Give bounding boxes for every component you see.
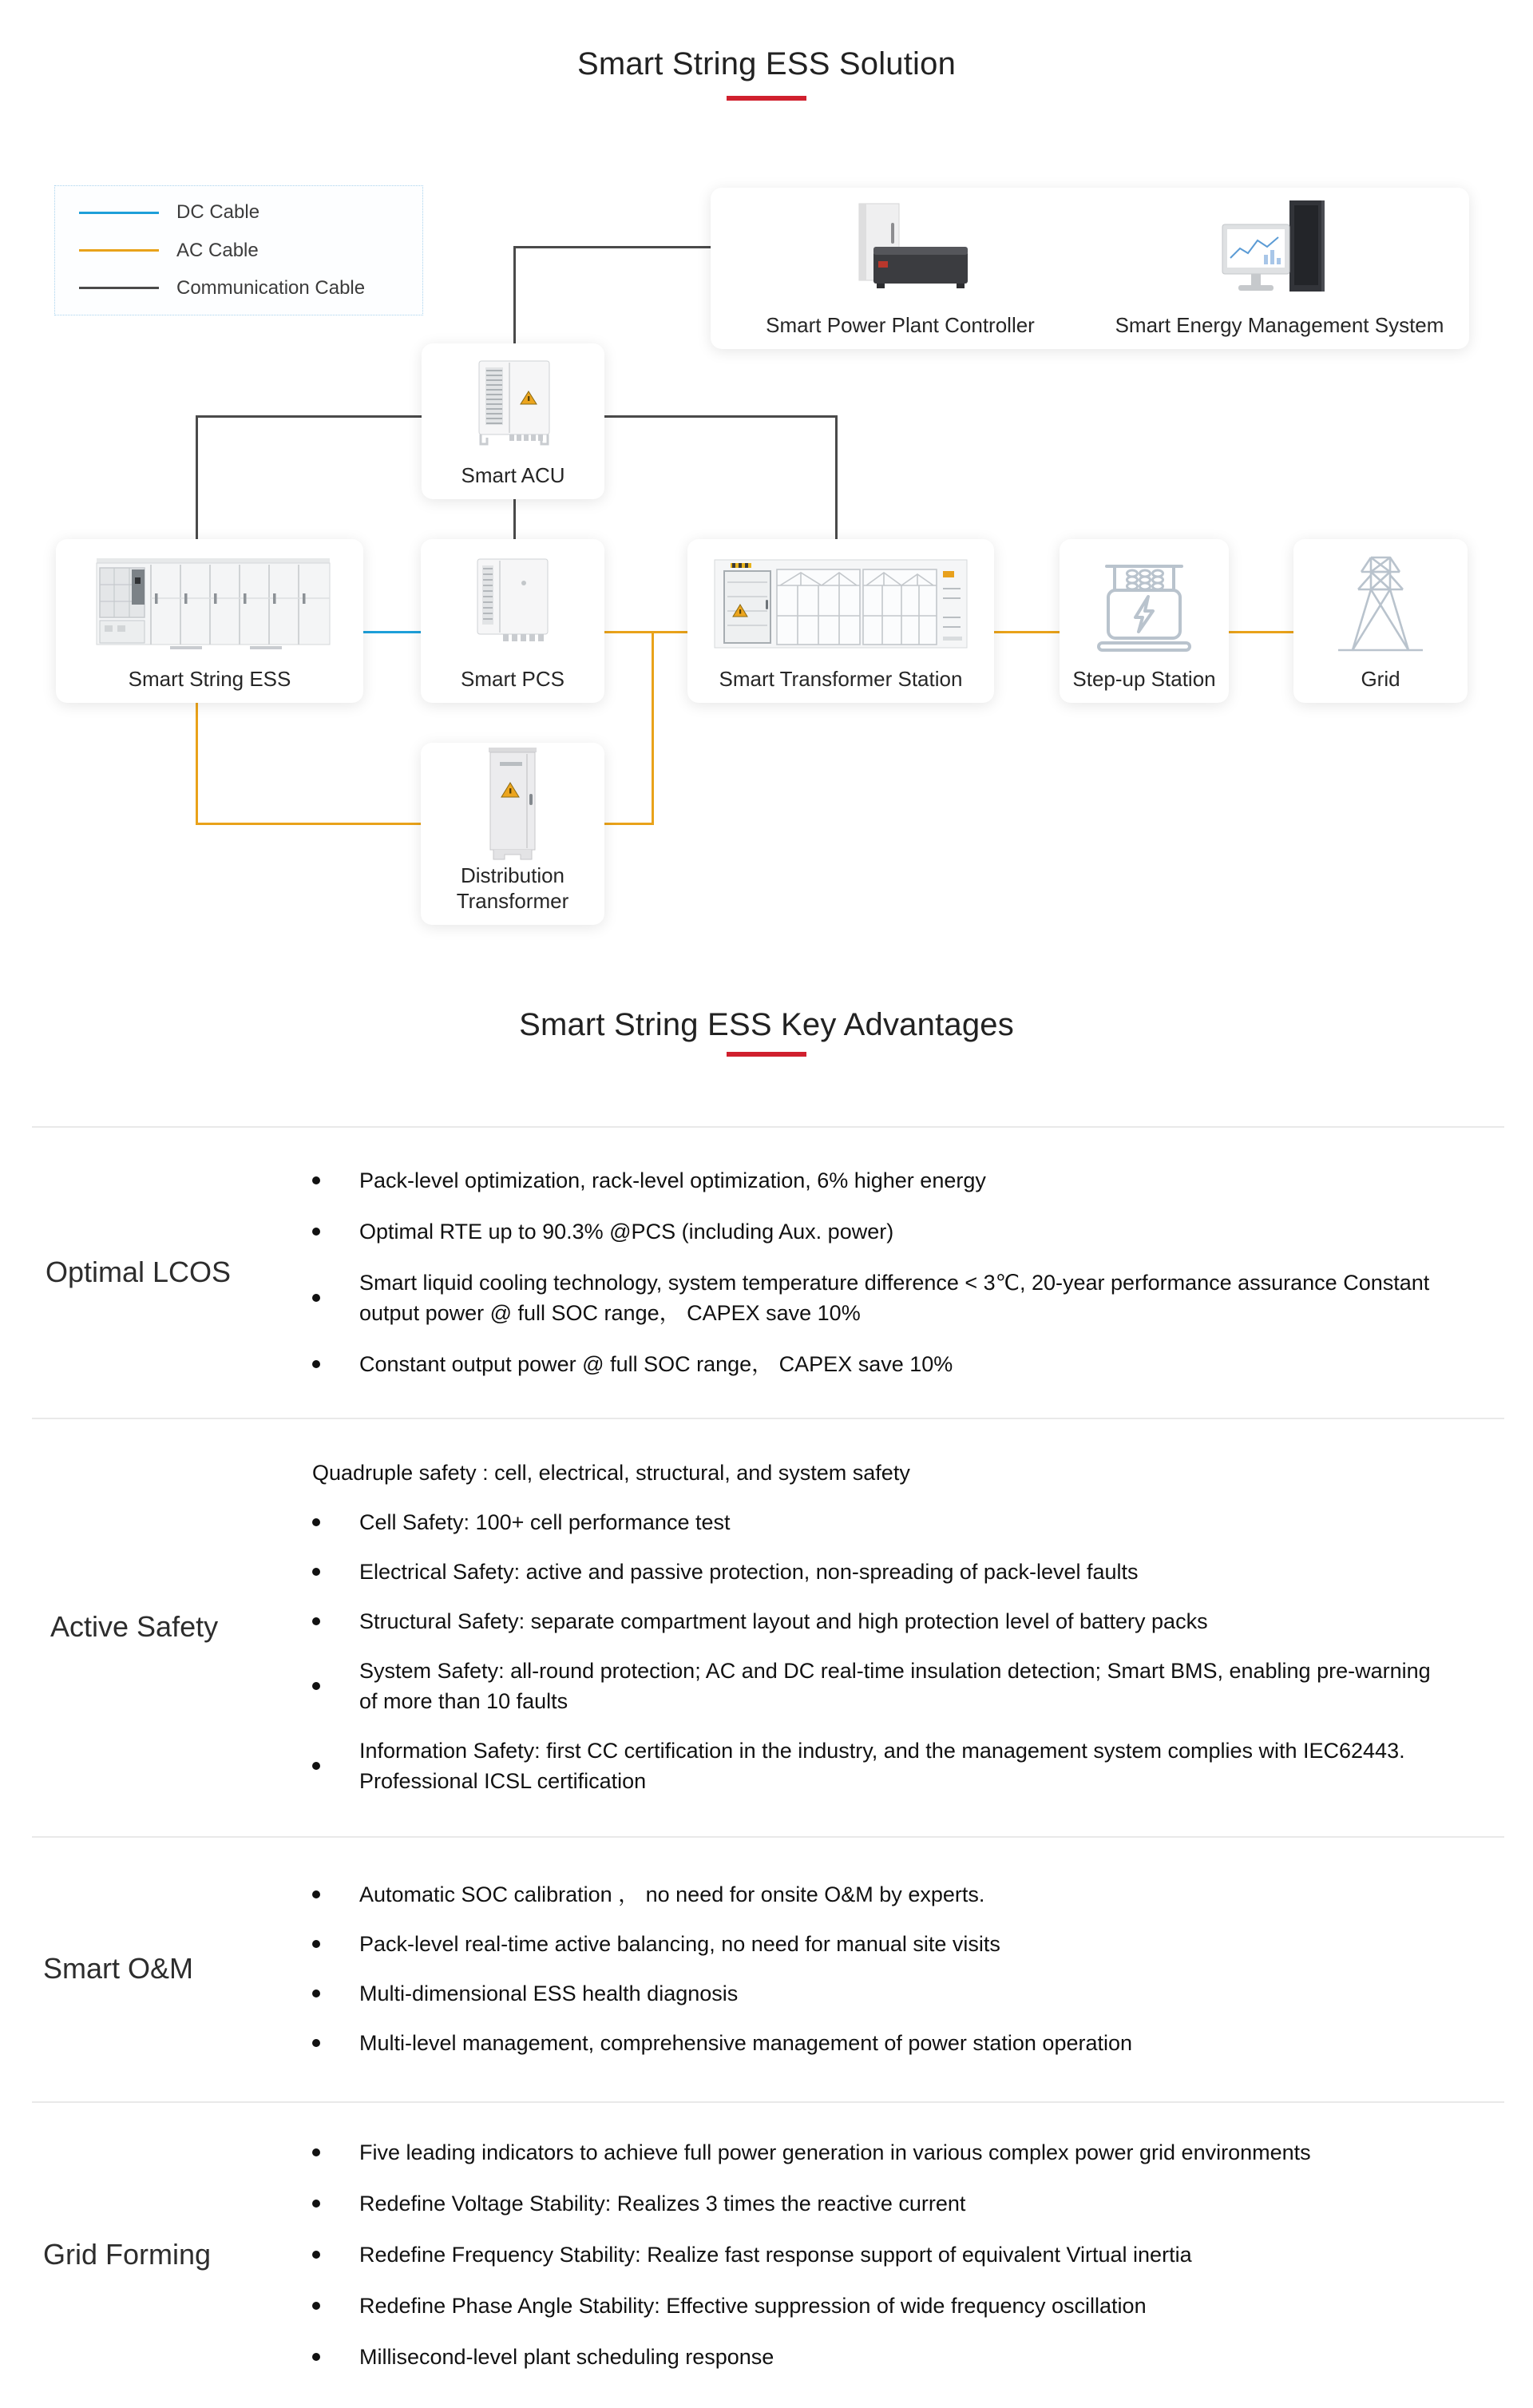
bullet-dot-icon <box>312 1294 320 1302</box>
communication-cable-line-icon <box>79 287 159 289</box>
section-content-optimal-lcos <box>312 1126 1478 1418</box>
node-step-up-station <box>1060 539 1229 703</box>
step-up-transformer-icon <box>1060 539 1229 666</box>
bullet-dot-icon <box>312 1176 320 1184</box>
bullet-dot-icon <box>312 2039 320 2047</box>
bullet-dot-icon <box>312 2353 320 2361</box>
title-underline <box>727 96 806 101</box>
bullet-text: Automatic SOC calibration ， no need for onsite O&M by experts. <box>359 1882 985 1906</box>
comm-line-right <box>604 415 835 418</box>
ac-cable-line-icon <box>79 249 159 252</box>
section-content-grid-forming <box>312 2101 1478 2408</box>
bullet-text: Optimal RTE up to 90.3% @PCS (including Aux. power) <box>359 1219 894 1244</box>
ac-line-from-dist-right <box>604 823 654 825</box>
node-label: Smart PCS <box>460 667 565 691</box>
legend-item-ac <box>55 240 422 262</box>
bullet-dot-icon <box>312 1940 320 1948</box>
bullet-text: Cell Safety: 100+ cell performance test <box>359 1510 731 1534</box>
bullet-dot-icon <box>312 1617 320 1625</box>
legend-item-communication <box>55 277 422 300</box>
ac-line-pcs-station <box>604 631 687 633</box>
bullet-text: Multi-dimensional ESS health diagnosis <box>359 1982 739 2005</box>
title-underline <box>727 1052 806 1057</box>
bullet-item <box>312 2291 1478 2321</box>
bullet-item <box>312 1349 1478 1379</box>
bullet-dot-icon <box>312 1568 320 1576</box>
node-label: Smart Transformer Station <box>719 667 963 691</box>
bullet-item <box>312 1656 1478 1716</box>
section-title: Smart String ESS Key Advantages <box>519 1007 1014 1042</box>
node-label: Distribution Transformer <box>456 863 569 913</box>
dc-cable-line-icon <box>79 212 159 214</box>
bullet-dot-icon <box>312 2200 320 2208</box>
bullet-text: Redefine Voltage Stability: Realizes 3 times the reactive current <box>359 2192 966 2216</box>
transmission-tower-icon <box>1293 539 1468 666</box>
bullet-item <box>312 2028 1478 2058</box>
bullet-item <box>312 1736 1478 1796</box>
bullet-dot-icon <box>312 1518 320 1526</box>
legend-label: Communication Cable <box>176 276 366 299</box>
section-label-smart-om: Smart O&M <box>43 1952 194 1985</box>
node-label: Grid <box>1361 667 1400 691</box>
bullet-text: Redefine Phase Angle Stability: Effective suppression of wide frequency oscillation <box>359 2294 1147 2318</box>
node-smart-pcs <box>421 539 604 703</box>
legend-label: AC Cable <box>176 239 259 261</box>
bullet-text: Smart liquid cooling technology, system temperature difference < 3℃, 20-year performance assurance Constant output power @ full SOC range， CAPEX save 10% <box>359 1270 1430 1325</box>
bullet-dot-icon <box>312 2148 320 2156</box>
section-header-text: Quadruple safety : cell, electrical, structural, and system safety <box>312 1461 910 1485</box>
distribution-cabinet-icon <box>421 743 604 863</box>
bullet-text: Millisecond-level plant scheduling response <box>359 2345 774 2369</box>
ac-line-station-stepup <box>994 631 1060 633</box>
bullet-item <box>312 1216 1478 1247</box>
ac-drop-ess-bottom <box>196 703 198 825</box>
section-label-grid-forming: Grid Forming <box>43 2238 212 2271</box>
bullet-text: Pack-level optimization, rack-level optimization, 6% higher energy <box>359 1168 986 1192</box>
bullet-dot-icon <box>312 1228 320 1236</box>
bullet-dot-icon <box>312 1989 320 1997</box>
bullet-text: Constant output power @ full SOC range， CAPEX save 10% <box>359 1351 953 1376</box>
dc-line-ess-pcs <box>363 631 421 633</box>
node-smart-transformer-station <box>687 539 994 703</box>
bullet-item <box>312 2342 1478 2372</box>
bullet-text: Information Safety: first CC certification in the industry, and the management system complies with IEC62443. Professional ICSL certification <box>359 1739 1405 1793</box>
section-content-active-safety <box>312 1418 1478 1836</box>
section-content-smart-om <box>312 1836 1478 2101</box>
top-management-card <box>711 188 1469 349</box>
bullet-text: Structural Safety: separate compartment layout and high protection level of battery packs <box>359 1609 1208 1633</box>
section-label-optimal-lcos: Optimal LCOS <box>46 1255 232 1288</box>
bullet-item <box>312 1165 1478 1196</box>
comm-line-acu-up <box>513 246 516 345</box>
bullet-dot-icon <box>312 2302 320 2310</box>
inverter-cabinet-icon <box>421 539 604 666</box>
node-power-plant-controller <box>711 188 1090 349</box>
cable-legend <box>54 185 423 315</box>
bullet-item <box>312 1879 1478 1910</box>
bullet-dot-icon <box>312 1360 320 1368</box>
bullet-text: Pack-level real-time active balancing, no need for manual site visits <box>359 1932 1000 1956</box>
power-plant-controller-icon <box>711 188 1090 312</box>
battery-container-icon <box>56 539 363 666</box>
inverter-cabinet-icon <box>422 343 604 462</box>
bullet-item <box>312 2239 1478 2270</box>
node-label: Smart String ESS <box>128 667 291 691</box>
node-distribution-transformer <box>421 743 604 925</box>
comm-drop-ess <box>196 415 198 541</box>
comm-drop-pcs <box>513 499 516 541</box>
node-smart-string-ess <box>56 539 363 703</box>
bullet-item <box>312 2137 1478 2168</box>
bullet-item <box>312 1507 1478 1537</box>
transformer-container-icon <box>687 539 994 666</box>
ac-line-stepup-grid <box>1229 631 1293 633</box>
node-label: Step-up Station <box>1072 667 1216 691</box>
comm-line-left <box>196 415 422 418</box>
page-title: Smart String ESS Solution <box>576 46 957 81</box>
bullet-dot-icon <box>312 1762 320 1770</box>
bullet-item <box>312 1929 1478 1959</box>
bullet-text: Five leading indicators to achieve full power generation in various complex power grid environments <box>359 2140 1311 2164</box>
comm-line-to-topcard <box>513 246 711 248</box>
bullet-text: Electrical Safety: active and passive protection, non-spreading of pack-level faults <box>359 1560 1139 1584</box>
ac-branch-down <box>652 631 654 825</box>
bullet-item <box>312 1267 1478 1328</box>
node-label: Smart ACU <box>461 463 565 487</box>
ac-line-to-dist-left <box>196 823 421 825</box>
node-label: Smart Power Plant Controller <box>766 313 1035 337</box>
node-label: Smart Energy Management System <box>1115 313 1444 337</box>
legend-label: DC Cable <box>176 201 260 224</box>
bullet-text: Redefine Frequency Stability: Realize fast response support of equivalent Virtual inertia <box>359 2243 1192 2267</box>
node-grid <box>1293 539 1468 703</box>
node-smart-acu <box>422 343 604 499</box>
bullet-dot-icon <box>312 1890 320 1898</box>
bullet-text: System Safety: all-round protection; AC and DC real-time insulation detection; Smart BMS, enabling pre-warning of more than 10 faults <box>359 1659 1431 1713</box>
bullet-item <box>312 2188 1478 2219</box>
bullet-item <box>312 1557 1478 1587</box>
section-label-active-safety: Active Safety <box>50 1610 219 1643</box>
node-energy-management-system <box>1090 188 1469 349</box>
legend-item-dc <box>55 201 422 224</box>
bullet-text: Multi-level management, comprehensive management of power station operation <box>359 2031 1133 2055</box>
bullet-dot-icon <box>312 2251 320 2259</box>
energy-management-system-icon <box>1090 188 1469 312</box>
bullet-item <box>312 1978 1478 2009</box>
bullet-dot-icon <box>312 1682 320 1690</box>
bullet-item <box>312 1606 1478 1636</box>
comm-drop-station <box>835 415 838 541</box>
